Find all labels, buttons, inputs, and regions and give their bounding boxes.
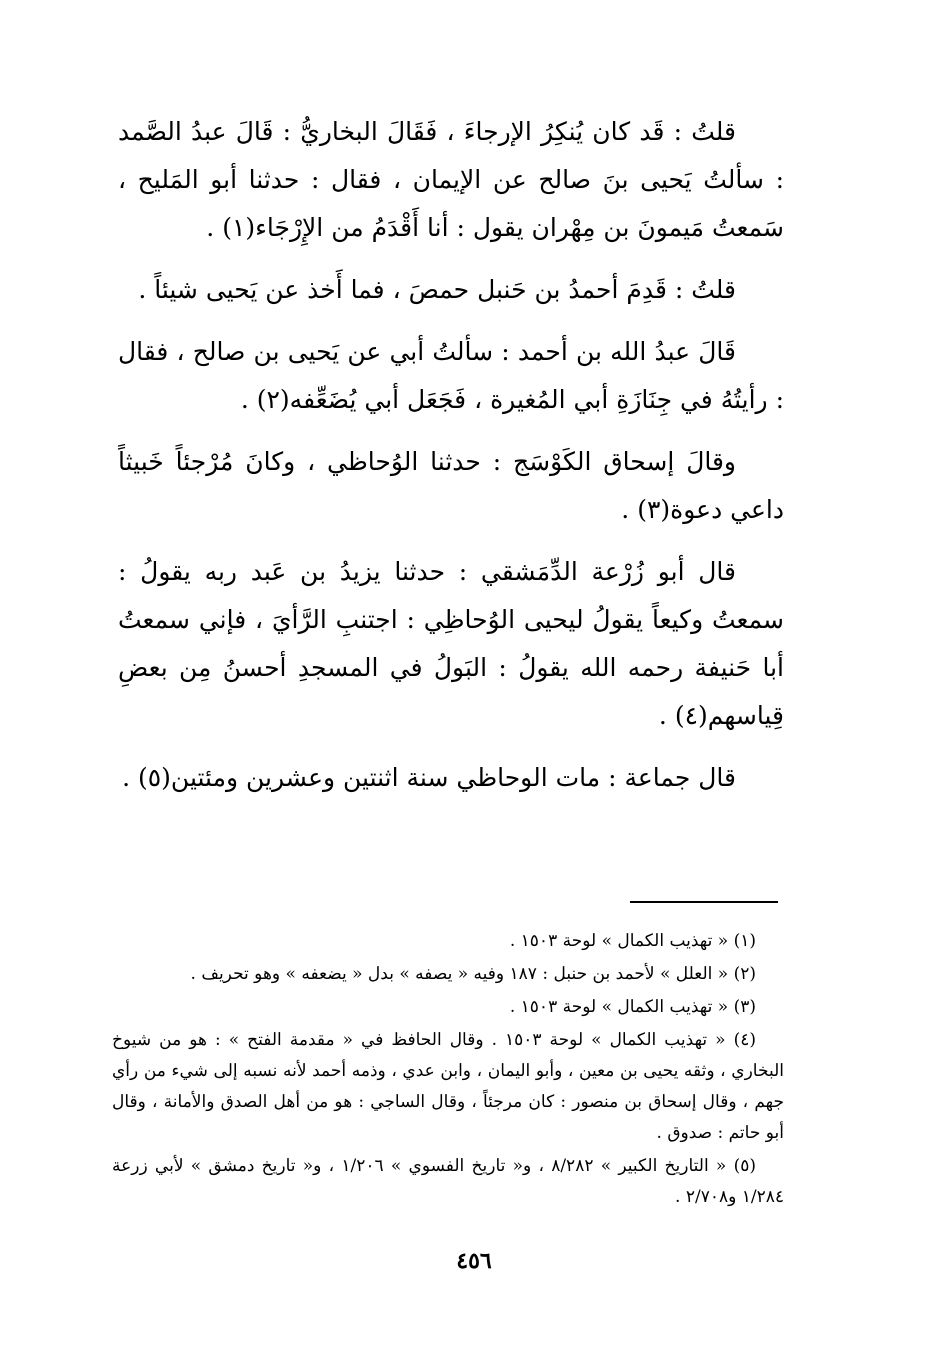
footnote-separator (630, 901, 778, 903)
footnote-3: (٣) « تهذيب الكمال » لوحة ١٥٠٣ . (509, 997, 756, 1017)
footnote-4: (٤) « تهذيب الكمال » لوحة ١٥٠٣ . وقال الحافظ في « مقدمة الفتح » : هو من شيوخ البخاري ، وثقه يحيى بن معين ، وأبو اليمان ، وابن عدي ، وذمه أحمد لأنه نسبه إلى شيء من رأي جهم ، وقال إسحاق بن منصور : كان مرجئاً ، وقال الساجي : هو من أهل الصدق والأمانة ، وقال أبو حاتم : صدوق . (112, 1030, 784, 1143)
paragraph-3: قَالَ عبدُ الله بن أحمد : سألتُ أبي عن يَحيى بن صالح ، فقال : رأيتُهُ في جِنَازَةِ أبي المُغيرة ، فَجَعَل أبي يُضَعِّفه(٢) . (118, 337, 784, 414)
footnote-5: (٥) « التاريخ الكبير » ٨/٢٨٢ ، و« تاريخ الفسوي » ١/٢٠٦ ، و« تاريخ دمشق » لأبي زرعة ١/٢٨٤ و٢/٧٠٨ . (112, 1156, 784, 1207)
main-text (118, 108, 784, 816)
footnote-2: (٢) « العلل » لأحمد بن حنبل : ١٨٧ وفيه « يصفه » بدل « يضعفه » وهو تحريف . (190, 964, 756, 984)
footnotes (112, 926, 784, 1215)
paragraph-4: وقالَ إسحاق الكَوْسَج : حدثنا الوُحاظي ، وكانَ مُرْجئاً خَبيثاً داعي دعوة(٣) . (118, 447, 784, 524)
paragraph-2: قلتُ : قَدِمَ أحمدُ بن حَنبل حمصَ ، فما أَخذ عن يَحيى شيئاً . (138, 275, 736, 304)
paragraph-6: قال جماعة : مات الوحاظي سنة اثنتين وعشرين ومئتين(٥) . (122, 763, 736, 792)
footnote-1: (١) « تهذيب الكمال » لوحة ١٥٠٣ . (509, 931, 756, 951)
paragraph-1: قلتُ : قَد كان يُنكِرُ الإرجاءَ ، فَقَالَ البخاريُّ : قَالَ عبدُ الصَّمد : سألتُ يَحيى بنَ صالح عن الإيمان ، فقال : حدثنا أبو المَليح ، سَمعتُ مَيمونَ بن مِهْران يقول : أنا أَقْدَمُ من الإِرْجَاء(١) . (118, 117, 784, 242)
page-number: ٤٥٦ (456, 1248, 492, 1274)
paragraph-5: قال أبو زُرْعة الدِّمَشقي : حدثنا يزيدُ بن عَبد ربه يقولُ : سمعتُ وكيعاً يقولُ ليحيى الوُحاظِي : اجتنبِ الرَّأيَ ، فإني سمعتُ أبا حَنيفة رحمه الله يقولُ : البَولُ في المسجدِ أحسنُ مِن بعضِ قِياسهم(٤) . (118, 557, 784, 730)
